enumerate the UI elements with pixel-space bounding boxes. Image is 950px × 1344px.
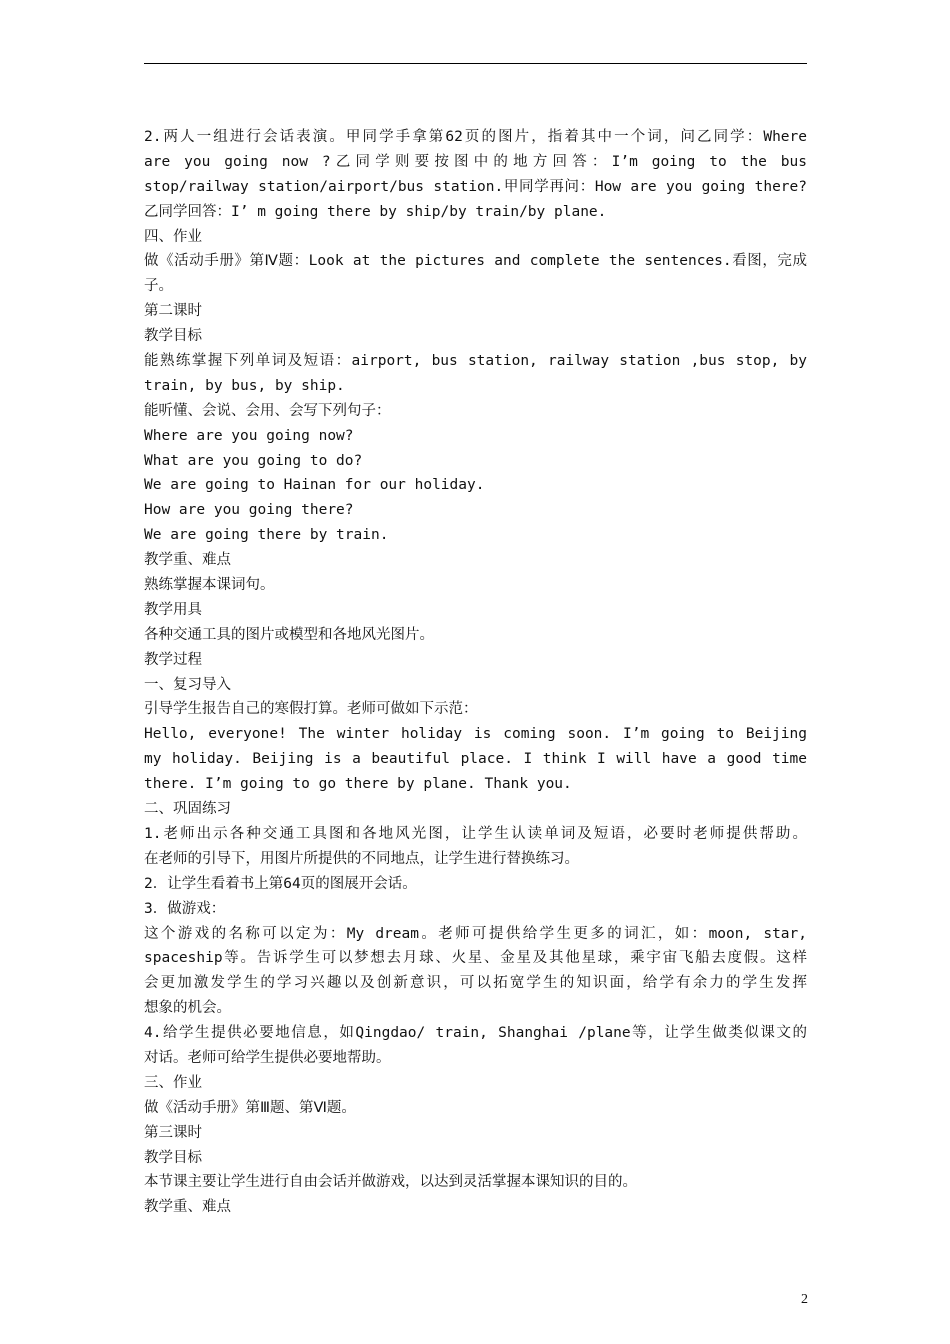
text-line: 能听懂、会说、会用、会写下列句子：	[144, 402, 391, 419]
section-heading: 教学重、难点	[144, 552, 231, 569]
text-line: 4.给学生提供必要地信息，如Qingdao/ train, Shanghai /plane等，让学生做类似课文的	[144, 1025, 807, 1042]
text-line: 做《活动手册》第Ⅳ题：Look at the pictures and complete the sentences.看图，完成	[144, 253, 807, 270]
page-number: 2	[801, 1292, 808, 1307]
text-line: 子。	[144, 278, 173, 295]
section-heading: 教学重、难点	[144, 1199, 231, 1216]
section-heading: 教学目标	[144, 1149, 202, 1166]
section-heading: 三、作业	[144, 1074, 202, 1091]
text-line: there. I’m going to go there by plane. Thank you.	[144, 776, 572, 793]
section-heading: 教学目标	[144, 328, 202, 345]
text-line: are you going now ?乙同学则要按图中的地方回答：I’m going to the bus	[144, 153, 807, 170]
section-heading: 四、作业	[144, 228, 202, 245]
text-line: 会更加激发学生的学习兴趣以及创新意识，可以拓宽学生的知识面，给学有余力的学生发挥	[144, 975, 807, 992]
text-line: 做《活动手册》第Ⅲ题、第Ⅵ题。	[144, 1099, 356, 1116]
header-rule	[144, 63, 807, 64]
text-line: 想象的机会。	[144, 1000, 231, 1017]
text-line: Hello, everyone! The winter holiday is coming soon. I’m going to Beijing	[144, 726, 807, 743]
lesson-heading: 第二课时	[144, 303, 202, 320]
text-line: 对话。老师可给学生提供必要地帮助。	[144, 1049, 391, 1066]
text-line: 能熟练掌握下列单词及短语：airport, bus station, railway station ,bus stop, by	[144, 353, 807, 370]
section-heading: 教学过程	[144, 651, 202, 668]
text-line: 这个游戏的名称可以定为：My dream。老师可提供给学生更多的词汇，如：moon, star,	[144, 925, 807, 942]
section-heading: 一、复习导入	[144, 676, 231, 693]
text-line: 引导学生报告自己的寒假打算。老师可做如下示范：	[144, 701, 478, 718]
text-line: my holiday. Beijing is a beautiful place. I think I will have a good time	[144, 751, 807, 768]
text-line: 3．做游戏：	[144, 900, 226, 917]
text-line: stop/railway station/airport/bus station.甲同学再问：How are you going there?	[144, 178, 807, 195]
example-sentence: How are you going there?	[144, 502, 354, 519]
text-line: 在老师的引导下，用图片所提供的不同地点，让学生进行替换练习。	[144, 850, 579, 867]
section-heading: 教学用具	[144, 601, 202, 618]
text-line: 乙同学回答：I’ m going there by ship/by train/by plane.	[144, 203, 607, 220]
example-sentence: What are you going to do?	[144, 452, 363, 469]
example-sentence: We are going to Hainan for our holiday.	[144, 477, 485, 494]
section-heading: 二、巩固练习	[144, 801, 231, 818]
lesson-heading: 第三课时	[144, 1124, 202, 1141]
text-line: 熟练掌握本课词句。	[144, 577, 275, 594]
text-line: 1.老师出示各种交通工具图和各地风光图，让学生认读单词及短语，必要时老师提供帮助。	[144, 825, 807, 842]
text-line: train, by bus, by ship.	[144, 377, 345, 394]
text-line: 2．让学生看着书上第64页的图展开会话。	[144, 875, 417, 892]
example-sentence: Where are you going now?	[144, 427, 354, 444]
text-line: spaceship等。告诉学生可以梦想去月球、火星、金星及其他星球，乘宇宙飞船去度假。这样	[144, 950, 807, 967]
body-text	[144, 125, 807, 1220]
text-line: 本节课主要让学生进行自由会话并做游戏，以达到灵活掌握本课知识的目的。	[144, 1174, 637, 1191]
text-line: 各种交通工具的图片或模型和各地风光图片。	[144, 626, 434, 643]
example-sentence: We are going there by train.	[144, 527, 389, 544]
text-line: 2.两人一组进行会话表演。甲同学手拿第62页的图片，指着其中一个词，问乙同学：Where	[144, 129, 807, 145]
